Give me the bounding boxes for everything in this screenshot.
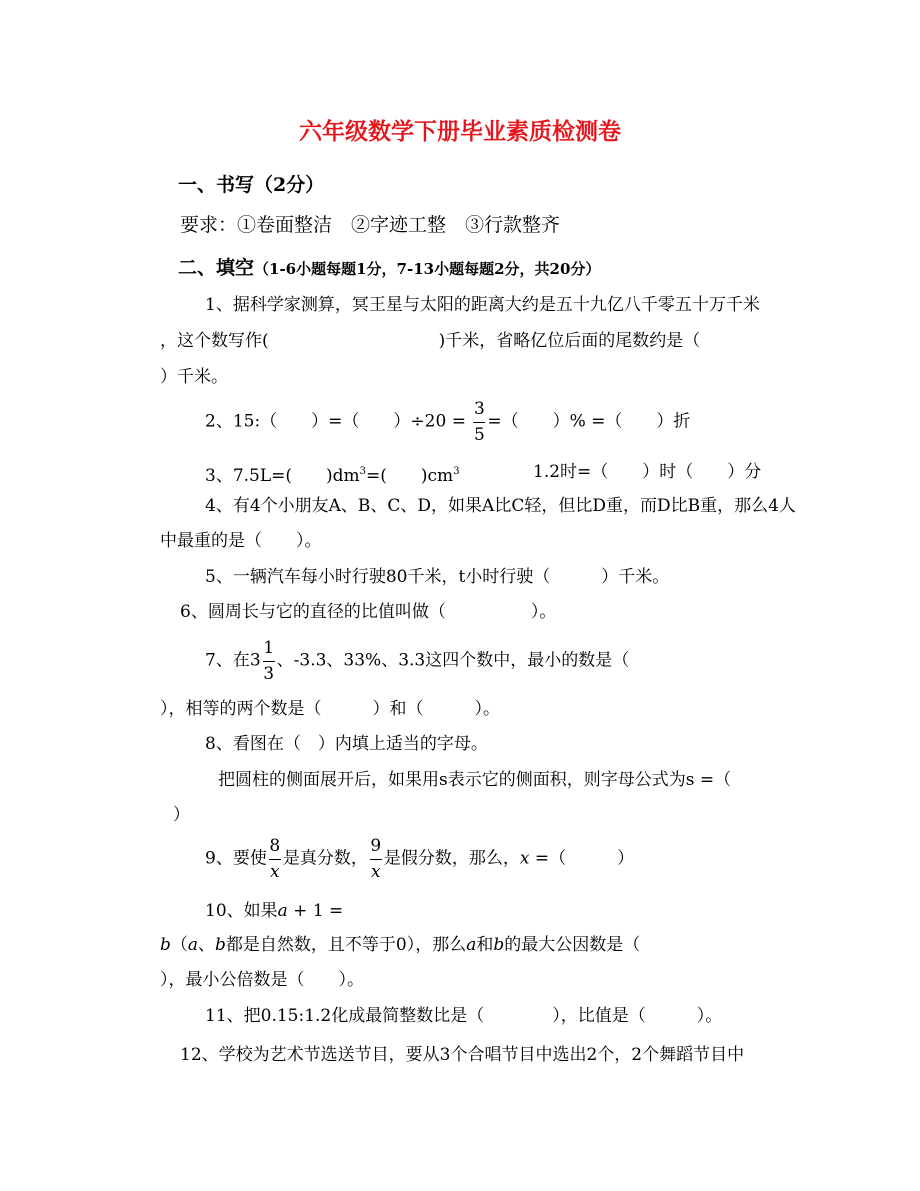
q9-var: x <box>519 848 530 869</box>
q10-a3: a <box>466 935 477 955</box>
q3-part2: =( )cm <box>366 466 454 486</box>
q9-fraction1 <box>268 835 282 883</box>
q10-a2: a <box>187 935 199 955</box>
q6-line: 6、圆周长与它的直径的比值叫做（ ）。 <box>180 602 557 622</box>
q1-line2: ，这个数写作( )千米，省略亿位后面的尾数约是（ <box>160 331 701 351</box>
q11-line: 11、把0.15:1.2化成最简整数比是（ ），比值是（ ）。 <box>205 1006 723 1026</box>
q10-line2 <box>160 934 640 956</box>
section1-requirement: 要求：①卷面整洁 ②字迹工整 ③行款整齐 <box>180 214 561 236</box>
section1-heading: 一、书写（2分） <box>178 174 325 196</box>
q10-line3: ），最小公倍数是（ ）。 <box>160 970 364 990</box>
q9-frac2-denominator: x <box>371 862 381 882</box>
q12-line: 12、学校为艺术节选送节目，要从3个合唱节目中选出2个，2个舞蹈节目中 <box>180 1045 745 1065</box>
q10-p3: （ <box>170 935 188 955</box>
q2-before: 2、15:（ ）=（ ）÷20 = <box>205 411 466 432</box>
q9-prefix: 9、要使 <box>205 848 267 869</box>
q3-sup1: 3 <box>359 466 367 477</box>
q8-line2: 把圆柱的侧面展开后，如果用s表示它的侧面积，则字母公式为s =（ <box>218 770 732 790</box>
q10-b3: b <box>493 935 505 955</box>
q7-line2: ），相等的两个数是（ ）和（ ）。 <box>160 699 500 719</box>
q3-part1: 3、7.5L=( )dm <box>205 466 360 486</box>
q10-p4: 、 <box>198 935 216 955</box>
q7-frac-numerator: 1 <box>263 638 275 658</box>
q7-frac-denominator: 3 <box>263 664 275 684</box>
section2-heading <box>178 257 600 280</box>
q10-b2: b <box>215 935 226 955</box>
q10-p5: 都是自然数，且不等于0），那么 <box>225 935 467 955</box>
q10-a: a <box>277 901 288 921</box>
fraction-bar <box>269 859 281 860</box>
q1-line1: 1、据科学家测算，冥王星与太阳的距离大约是五十九亿八千零五十万千米 <box>205 295 760 315</box>
q10-p2: + 1 = <box>287 901 344 921</box>
q10-p7: 的最大公因数是（ <box>504 935 641 955</box>
q9-frac1-numerator: 8 <box>269 836 281 856</box>
q3-part3: 1.2时=（ ）时（ ）分 <box>533 462 762 482</box>
q7-line1 <box>205 637 629 685</box>
q7-after: 、-3.3、33%、3.3这四个数中，最小的数是（ <box>276 650 630 671</box>
q10-p6: 和 <box>476 935 494 955</box>
q2-after: =（ ）% =（ ）折 <box>487 411 691 432</box>
section2-heading-note: （1-6小题每题1分，7-13小题每题2分，共20分） <box>254 260 601 278</box>
q2-frac-denominator: 5 <box>473 425 485 445</box>
fraction-bar <box>473 422 485 423</box>
q5-line: 5、一辆汽车每小时行驶80千米，t小时行驶（ ）千米。 <box>205 567 670 587</box>
q2-line <box>205 398 690 446</box>
q8-line3: ） <box>173 805 190 825</box>
fraction-bar <box>263 661 275 662</box>
q4-line1: 4、有4个小朋友A、B、C、D，如果A比C轻，但比D重，而D比B重，那么4人 <box>205 496 796 516</box>
q9-after: =（ ） <box>529 848 635 869</box>
q10-b: b <box>160 935 171 955</box>
fraction-bar <box>370 859 382 860</box>
q9-line <box>205 835 634 883</box>
q3-sup2: 3 <box>453 466 460 477</box>
q9-frac1-denominator: x <box>270 862 280 882</box>
q8-line1: 8、看图在（ ）内填上适当的字母。 <box>205 734 488 754</box>
q9-mid: 是真分数， <box>282 848 368 869</box>
q9-fraction2 <box>369 835 383 883</box>
q7-prefix: 7、在3 <box>205 650 261 671</box>
q9-mid2: 是假分数，那么， <box>383 848 520 869</box>
q2-fraction <box>472 398 486 446</box>
q10-p1: 10、如果 <box>205 901 278 921</box>
q9-frac2-numerator: 9 <box>370 836 382 856</box>
q4-line2: 中最重的是（ ）。 <box>160 531 322 551</box>
q2-frac-numerator: 3 <box>473 399 485 419</box>
section2-heading-main: 二、填空 <box>178 257 255 279</box>
q7-fraction <box>262 637 276 685</box>
page-title: 六年级数学下册毕业素质检测卷 <box>299 118 621 145</box>
q10-line1 <box>205 900 343 922</box>
q3-line <box>205 461 460 487</box>
q1-line3: ）千米。 <box>160 367 228 387</box>
